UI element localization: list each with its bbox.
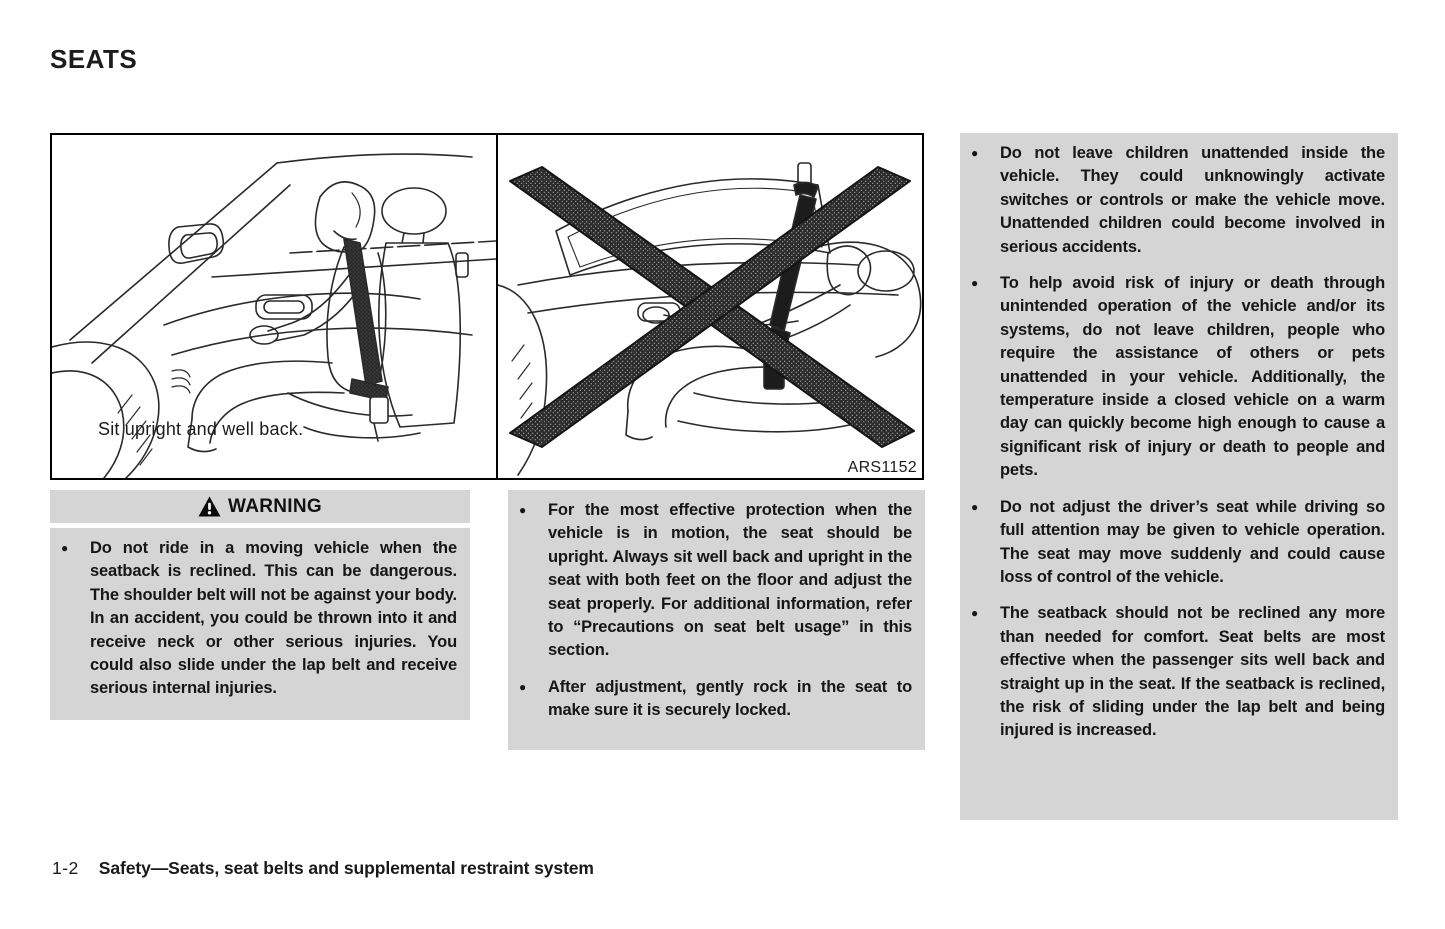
page-title: SEATS [50,44,138,74]
warning-header [50,490,470,523]
middle-column [508,490,925,750]
figure-reference-code: ARS1152 [847,459,917,476]
warning-item: ● Do not ride in a moving vehicle when the seatback is reclined. This can be dangerous. The shoulder belt will not be against your body. In an accident, you could be thrown into it and receive neck or other serious injuries. You could also slide under the lap belt and receive serious internal injuries. [60,537,457,701]
warning-body [50,528,470,720]
list-item: ● To help avoid risk of injury or death through unintended operation of the vehicle and/or its systems, do not leave children, people who require the assistance of others or pets unattended in your vehicle. Additionally, the temperature inside a closed vehicle on a warm day can quickly become high enough to cause a significant risk of injury or death to people and pets. [970,272,1385,483]
right-column [960,133,1398,820]
list-item: ● Do not leave children unattended inside the vehicle. They could unknowingly activate switches or controls or make the vehicle move. Unattended children could become involved in serious accidents. [970,142,1385,259]
warning-title: WARNING [228,495,322,517]
footer-section-title: Safety—Seats, seat belts and supplemental restraint system [98,858,594,878]
list-item: ● Do not adjust the driver’s seat while driving so full attention may be given to vehicle operation. The seat may move suddenly and could cause loss of control of the vehicle. [970,496,1385,590]
warning-triangle-icon [198,496,221,517]
figure-box [50,133,924,480]
list-item: ● The seatback should not be reclined any more than needed for comfort. Seat belts are most effective when the passenger sits well back and straight up in the seat. If the seatback is reclined, the risk of sliding under the lap belt and being injured is increased. [970,602,1385,742]
figure-caption: Sit upright and well back. [98,419,304,439]
page-number: 1-2 [52,858,79,878]
figure-panel-reclined-crossed [498,135,922,478]
figure-panel-upright [52,135,498,478]
list-item: ● After adjustment, gently rock in the seat to make sure it is securely locked. [518,676,912,723]
list-item: ● For the most effective protection when the vehicle is in motion, the seat should be upright. Always sit well back and upright in the seat with both feet on the floor and adjust the seat properly. For additional information, refer to “Precautions on seat belt usage” in this section. [518,499,912,663]
reclined-seating-crossed-illustration [498,135,922,478]
page-footer [52,858,594,879]
